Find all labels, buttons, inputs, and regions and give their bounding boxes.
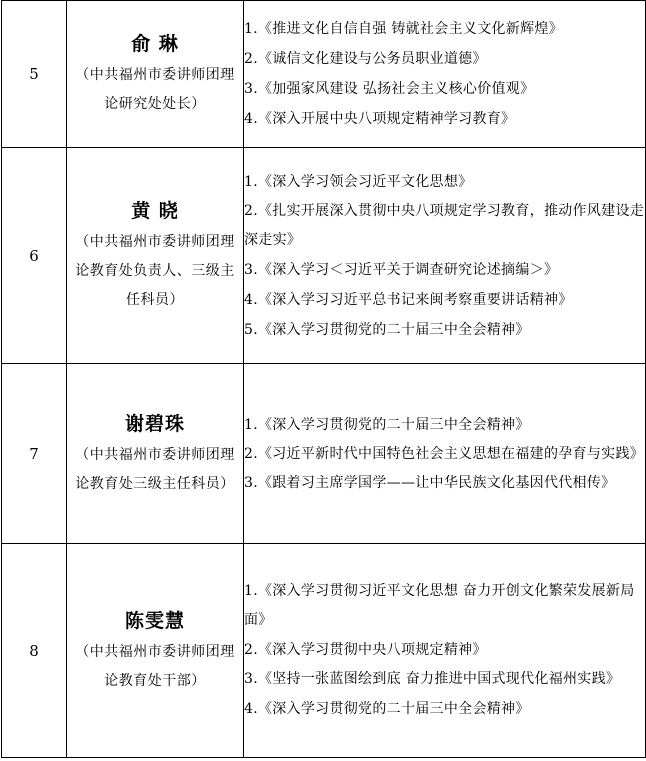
speaker-cell	[67, 544, 244, 758]
speaker-org: （中共福州市委讲师团理论教育处负责人、三级主任科员）	[75, 234, 235, 308]
table-row	[2, 364, 646, 544]
speaker-name: 谢碧珠	[124, 412, 185, 435]
topic-item: 1.《深入学习贯彻习近平文化思想 奋力开创文化繁荣发展新局面》	[244, 583, 635, 628]
speaker-org: （中共福州市委讲师团理论教育处干部）	[75, 643, 235, 689]
topic-item: 5.《深入学习贯彻党的二十届三中全会精神》	[244, 321, 530, 338]
topic-item: 4.《深入开展中央八项规定精神学习教育》	[244, 111, 516, 127]
topic-item: 4.《深入学习贯彻党的二十届三中全会精神》	[244, 701, 530, 717]
speaker-roster-table	[1, 0, 646, 758]
speaker-name: 黄 晓	[131, 200, 179, 222]
table-row	[2, 544, 646, 758]
topic-item: 1.《深入学习领会习近平文化思想》	[244, 173, 473, 190]
topic-item: 2.《扎实开展深入贯彻中央八项规定学习教育，推动作风建设走深走实》	[244, 202, 645, 248]
speaker-name: 俞 琳	[131, 33, 179, 55]
topic-item: 1.《深入学习贯彻党的二十届三中全会精神》	[244, 416, 530, 433]
table-row	[2, 148, 646, 364]
speaker-cell	[67, 364, 244, 544]
topics-cell	[244, 364, 646, 544]
row-number: 5	[2, 1, 67, 148]
topics-cell	[244, 544, 646, 758]
row-number: 7	[2, 364, 67, 544]
speaker-org: （中共福州市委讲师团理论教育处三级主任科员）	[75, 446, 235, 492]
topic-item: 2.《习近平新时代中国特色社会主义思想在福建的孕育与实践》	[244, 445, 645, 462]
topic-item: 2.《深入学习贯彻中央八项规定精神》	[244, 642, 487, 658]
table-row	[2, 1, 646, 148]
speaker-cell	[67, 148, 244, 364]
topic-item: 3.《深入学习＜习近平关于调查研究论述摘编＞》	[244, 261, 559, 278]
topic-item: 2.《诚信文化建设与公务员职业道德》	[244, 51, 487, 67]
topic-item: 3.《加强家风建设 弘扬社会主义核心价值观》	[244, 81, 535, 97]
row-number: 8	[2, 544, 67, 758]
speaker-name: 陈雯慧	[124, 609, 185, 632]
topic-item: 1.《推进文化自信自强 铸就社会主义文化新辉煌》	[244, 21, 564, 37]
topic-item: 4.《深入学习习近平总书记来闽考察重要讲话精神》	[244, 291, 573, 308]
speaker-org: （中共福州市委讲师团理论研究处处长）	[75, 67, 235, 112]
topic-item: 3.《坚持一张蓝图绘到底 奋力推进中国式现代化福州实践》	[244, 671, 621, 687]
row-number: 6	[2, 148, 67, 364]
topics-cell	[244, 1, 646, 148]
topics-cell	[244, 148, 646, 364]
topic-item: 3.《跟着习主席学国学——让中华民族文化基因代代相传》	[244, 474, 616, 491]
speaker-cell	[67, 1, 244, 148]
